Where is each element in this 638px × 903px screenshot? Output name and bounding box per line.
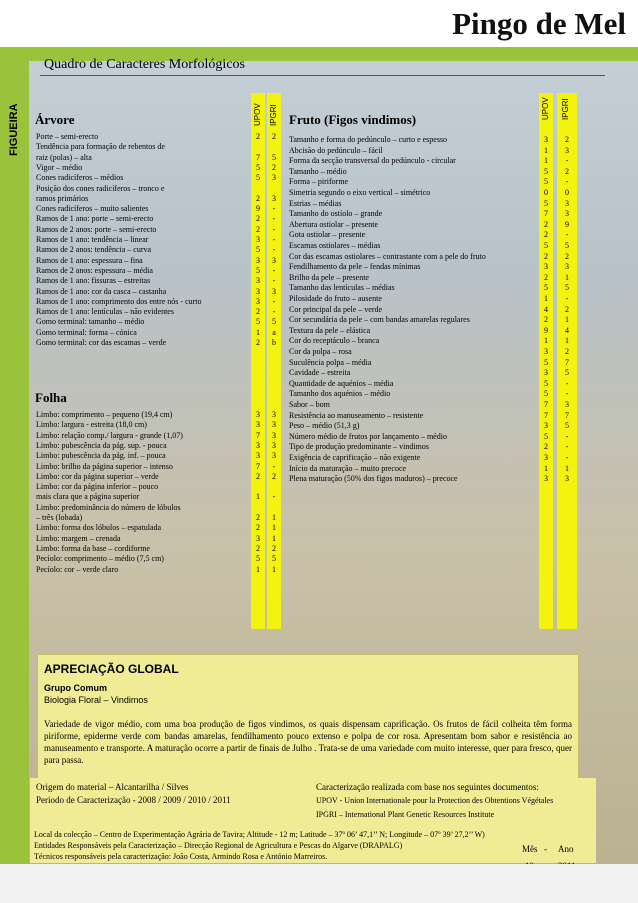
folha-row-upov: 1 (256, 492, 260, 502)
ipgri-header-left: IPGRI (269, 104, 278, 126)
fruto-row-label: Resistência ao manuseamento – resistente (289, 410, 424, 420)
fruto-row-upov: 3 (544, 262, 548, 272)
folha-row-ipgri: 1 (272, 513, 276, 522)
arvore-row-label: Ramos de 1 ano: fissuras – estreitas (36, 276, 151, 286)
arvore-row-label: Ramos de 2 anos: porte – semi-erecto (36, 224, 157, 234)
fruto-row-ipgri: 3 (565, 262, 569, 272)
arvore-row-upov: 1 (256, 327, 260, 337)
fruto-row-ipgri: 5 (565, 283, 569, 293)
fruto-row-upov: 3 (544, 135, 548, 144)
fruto-row-ipgri: 4 (565, 325, 569, 335)
arvore-row-label: Gomo terminal: forma – cónica (36, 327, 137, 337)
arvore-row-label: Gomo terminal: tamanho – médio (36, 317, 145, 327)
fruto-row-ipgri: 3 (565, 474, 569, 484)
fruto-row-label: Abertura ostiolar – presente (289, 219, 379, 229)
arvore-title: Árvore (35, 112, 75, 127)
arvore-row-upov: 5 (256, 173, 260, 183)
arvore-row-upov: 2 (256, 132, 260, 141)
arvore-row-ipgri (267, 142, 281, 152)
folha-row-upov (251, 503, 265, 513)
arvore-row-upov: 5 (256, 245, 260, 255)
folha-row-upov: 7 (256, 461, 260, 471)
fruto-row-ipgri: - (565, 378, 569, 388)
fruto-row-ipgri: - (565, 156, 569, 166)
fruto-row-label: Cavidade – estreita (289, 368, 351, 378)
folha-row-upov: 3 (256, 451, 260, 461)
fruto-row-upov: 5 (544, 389, 548, 399)
arvore-row-ipgri: - (272, 296, 276, 306)
arvore-row-ipgri: - (272, 276, 276, 286)
arvore-row-upov: 7 (256, 152, 260, 162)
folha-row-upov: 2 (256, 471, 260, 481)
arvore-row-upov (251, 184, 265, 194)
arvore-row-label: Ramos de 1 ano: comprimento dos entre nós - curto (36, 296, 202, 306)
fruto-row-label: Escamas ostiolares – médias (289, 241, 381, 250)
fruto-row-ipgri: 5 (565, 368, 569, 378)
folha-row-label: mais clara que a página superior (36, 492, 140, 502)
folha-row-label: Limbo: pubescência da pág. sup. - pouca (36, 440, 167, 450)
folha-row-upov: 2 (256, 543, 260, 553)
arvore-row-label: Posição dos cones radicíferos – tronco e (36, 183, 165, 193)
ano-label: Ano (558, 844, 574, 854)
arvore-row-upov: 3 (256, 235, 260, 244)
upov-header-left: UPOV (253, 103, 262, 126)
ipgri-doc: IPGRI – International Plant Genetic Resources Institute (316, 810, 495, 819)
fruto-row-ipgri: - (565, 230, 569, 240)
fruto-title: Fruto (Figos vindimos) (289, 112, 417, 127)
fruto-row-label: Número médio de frutos por lançamento – médio (289, 431, 447, 441)
arvore-row-upov: 5 (256, 317, 260, 327)
fruto-row-upov: 2 (544, 272, 548, 282)
origem-material: Origem do material – Alcantarilha / Silves (36, 782, 189, 792)
arvore-row-label: Ramos de 1 ano: lentículas – não evidentes (36, 307, 174, 317)
fruto-row-upov: 9 (544, 325, 548, 335)
fruto-row-label: Textura da pele – elástica (289, 325, 371, 335)
fruto-row-label: Cor da polpa – rosa (289, 347, 352, 356)
fruto-row-upov: 2 (544, 442, 548, 452)
fruto-row-upov: 3 (544, 474, 548, 484)
folha-row-upov: 2 (256, 513, 260, 522)
arvore-row-label: Ramos de 1 ano: porte – semi-erecto (36, 214, 154, 224)
fruto-row-ipgri: 5 (565, 241, 569, 250)
fruto-row-ipgri: 3 (565, 198, 569, 208)
fruto-row-upov: 1 (544, 156, 548, 166)
arvore-row-upov: 5 (256, 162, 260, 172)
fruto-row-upov: 5 (544, 357, 548, 367)
fruto-row-ipgri: 1 (565, 336, 569, 346)
arvore-row-upov: 3 (256, 286, 260, 296)
fruto-row-ipgri: 2 (565, 166, 569, 176)
fruto-row-upov: 1 (544, 145, 548, 155)
arvore-row-ipgri: 3 (272, 286, 276, 296)
fruto-row-label: Cor secundária da pele – com bandas amarelas regulares (289, 315, 470, 325)
folha-row-label: Limbo: largura - estreita (18,0 cm) (36, 420, 147, 430)
fruto-row-label: Fendilhamento da pele – fendas mínimas (289, 262, 421, 272)
arvore-row-ipgri: - (272, 265, 276, 275)
green-sidebar (0, 61, 29, 864)
arvore-row-upov: 3 (256, 255, 260, 265)
arvore-row-ipgri: - (272, 307, 276, 317)
folha-row-ipgri: 1 (272, 523, 276, 533)
fruto-row-label: Sabor – bom (289, 400, 330, 409)
fruto-row-label: Tamanho dos aquénios – médio (289, 389, 391, 399)
arvore-row-ipgri: - (272, 235, 276, 244)
arvore-row-ipgri: b (272, 338, 276, 347)
fruto-row-upov: 5 (544, 431, 548, 441)
quadro-title: Quadro de Caracteres Morfológicos (44, 57, 245, 72)
fruto-row-ipgri: 5 (565, 421, 569, 431)
arvore-row-ipgri: - (272, 204, 276, 214)
apreciacao-title: APRECIAÇÃO GLOBAL (44, 662, 179, 676)
fruto-row-upov: 5 (544, 198, 548, 208)
fruto-row-upov: 5 (544, 241, 548, 250)
fruto-row-label: Abcisão do pedúnculo – fácil (289, 145, 383, 155)
fruto-row-upov: 7 (544, 209, 548, 219)
fruto-row-upov: 5 (544, 283, 548, 293)
folha-row-ipgri: 3 (272, 440, 276, 450)
bottom-band (0, 864, 638, 903)
arvore-row-label: Ramos de 1 ano: espessura – fina (36, 255, 143, 265)
apreciacao-text: Variedade de vigor médio, com uma boa produção de figos vindimos, os quais dispensam caprificação. Os frutos de fácil colheita têm forma piriforme, epiderme verde com bandas amarelas, fendilhamento pouco extenso e polpa de cor rosa. Apresentam bom sabor e resistência ao manuseamento e transporte. A maturação ocorre a partir de finais de Julho . Trata-se de uma variedade com muito interesse, quer para fresco, quer para passa. (44, 719, 572, 765)
fruto-row-upov: 2 (544, 251, 548, 261)
fruto-row-label: Exigência de caprificação – não exigente (289, 453, 421, 462)
folha-row-upov: 3 (256, 440, 260, 450)
fruto-row-label: Cor das escamas ostiolares – contrastante com a pele do fruto (289, 251, 486, 261)
fruto-row-label: Forma da secção transversal do pedúnculo - circular (289, 156, 456, 166)
tecnicos: Técnicos responsáveis pela caracterização: João Costa, Armindo Rosa e António Marreiros. (34, 852, 328, 861)
grupo-label: Grupo Comum (44, 683, 107, 693)
fruto-row-upov: 5 (544, 378, 548, 388)
fruto-row-ipgri: 3 (565, 209, 569, 219)
folha-row-ipgri: 3 (272, 451, 276, 461)
local-coleccao: Local da colecção – Centro de Experimentação Agrária de Tavira; Altitude - 12 m; Latitude – 37º 06’ 47,1’’ N; Longitude – 07º 39’ 27,2’’ W) (34, 830, 485, 839)
arvore-row-label: Cones radicíferos – médios (36, 173, 124, 183)
folha-row-label: Limbo: pubescência da pág. inf. – pouca (36, 451, 166, 461)
folha-row-label: Limbo: brilho da página superior – intenso (36, 461, 173, 471)
arvore-row-upov (251, 142, 265, 152)
fruto-row-label: Gota ostiolar – presente (289, 230, 366, 240)
folha-row-ipgri: 3 (272, 430, 276, 440)
arvore-row-ipgri: - (272, 214, 276, 224)
arvore-row-upov: 2 (256, 338, 260, 347)
folha-row-ipgri: 2 (272, 471, 276, 481)
entidades: Entidades Responsáveis pela Caracterização – Direcção Regional de Agricultura e Pescas do Algarve (DRAPALG) (34, 841, 403, 850)
arvore-row-label: Cones radicíferos – muito salientes (36, 204, 149, 214)
fruto-row-upov: 3 (544, 347, 548, 356)
fruto-row-ipgri: 3 (565, 400, 569, 409)
arvore-row-upov: 2 (256, 307, 260, 317)
caracterizacao-docs: Caracterização realizada com base nos seguintes documentos: (316, 782, 539, 792)
fruto-row-upov: 0 (544, 188, 548, 197)
arvore-row-ipgri: - (272, 224, 276, 234)
folha-row-ipgri: 5 (272, 554, 276, 564)
arvore-row-upov: 2 (256, 214, 260, 224)
upov-doc: UPOV - Union Internationale pour la Protection des Obtentions Végétales (316, 796, 554, 805)
fruto-row-label: Forma – piriforme (289, 177, 349, 187)
fruto-row-ipgri: 1 (565, 463, 569, 473)
folha-row-label: Pecíolo: comprimento – médio (7,5 cm) (36, 554, 164, 564)
folha-row-ipgri: 1 (272, 564, 276, 574)
arvore-row-label: Ramos de 1 ano: tendência – linear (36, 235, 149, 244)
fruto-row-ipgri: - (565, 294, 569, 303)
fruto-row-label: Tamanho do ostíolo – grande (289, 209, 383, 219)
folha-row-upov: 5 (256, 554, 260, 564)
folha-row-label: Limbo: margem – crenada (36, 533, 121, 543)
fruto-row-upov: 5 (544, 177, 548, 187)
arvore-row-ipgri: 5 (272, 317, 276, 327)
arvore-row-ipgri: 3 (272, 193, 276, 203)
fruto-row-upov: 3 (544, 368, 548, 378)
fruto-row-upov: 4 (544, 304, 548, 314)
fruto-row-ipgri: 2 (565, 347, 569, 356)
fruto-row-upov: 7 (544, 410, 548, 420)
folha-row-upov: 3 (256, 410, 260, 419)
fruto-row-ipgri: 2 (565, 304, 569, 314)
folha-row-upov: 3 (256, 420, 260, 430)
arvore-row-label: raiz (polas) – alta (36, 152, 92, 162)
arvore-row-label: Ramos de 2 anos: espessura – média (36, 265, 153, 275)
arvore-row-ipgri: 2 (272, 132, 276, 141)
fruto-row-upov: 3 (544, 453, 548, 462)
upov-header-right: UPOV (541, 97, 550, 120)
fruto-row-label: Simetria segundo o eixo vertical – simétrico (289, 188, 431, 197)
arvore-row-upov: 3 (256, 296, 260, 306)
fruto-row-ipgri: 3 (565, 145, 569, 155)
arvore-row-label: Vigor – médio (36, 162, 83, 172)
fruto-row-label: Cor principal da pele – verde (289, 304, 383, 314)
fruto-row-ipgri: - (565, 431, 569, 441)
fruto-row-ipgri: 2 (565, 251, 569, 261)
fruto-row-label: Peso – médio (51,3 g) (289, 421, 360, 431)
fruto-row-ipgri: - (565, 389, 569, 399)
fruto-row-label: Início da maturação – muito precoce (289, 463, 407, 473)
arvore-row-ipgri (267, 184, 281, 194)
arvore-row-ipgri: 3 (272, 173, 276, 183)
fruto-row-label: Cor do receptáculo – branca (289, 336, 380, 346)
folha-row-label: Limbo: forma da base – cordiforme (36, 543, 150, 553)
ipgri-header-right: IPGRI (561, 98, 570, 120)
arvore-row-ipgri: 5 (272, 152, 276, 162)
folha-row-ipgri: 3 (272, 410, 276, 419)
folha-row-label: Limbo: cor da página inferior – pouco (36, 482, 159, 492)
folha-row-label: Limbo: predominância do número de lóbulos (36, 502, 181, 512)
arvore-row-label: ramos primários (36, 193, 89, 203)
divider (40, 75, 605, 76)
fruto-row-ipgri: 0 (565, 188, 569, 197)
folha-row-upov: 7 (256, 430, 260, 440)
folha-row-ipgri: 2 (272, 543, 276, 553)
folha-title: Folha (35, 390, 67, 405)
fruto-row-ipgri: 1 (565, 272, 569, 282)
mes-label: Mês (522, 844, 538, 854)
fruto-row-ipgri: 7 (565, 410, 569, 420)
arvore-row-label: Ramos de 2 anos: tendência – curva (36, 245, 152, 255)
fruto-row-upov: 1 (544, 463, 548, 473)
folha-row-label: Limbo: forma dos lóbulos – espatulada (36, 523, 162, 533)
folha-row-label: Limbo: relação comp./ largura - grande (1,07) (36, 430, 183, 440)
fruto-row-upov: 2 (544, 315, 548, 325)
fruto-row-label: Tamanho – médio (289, 166, 347, 176)
fruto-row-label: Brilho da pele – presente (289, 272, 369, 282)
fruto-row-ipgri: - (565, 442, 569, 452)
fruto-row-ipgri: - (565, 453, 569, 462)
arvore-row-upov: 2 (256, 193, 260, 203)
side-label: FIGUEIRA (8, 103, 20, 157)
grupo-value: Biologia Floral – Vindimos (44, 695, 148, 705)
folha-row-label: Pecíolo: cor – verde claro (36, 564, 119, 574)
folha-row-upov: 1 (256, 564, 260, 574)
fruto-row-upov: 2 (544, 219, 548, 229)
arvore-row-ipgri: - (272, 245, 276, 255)
folha-row-upov (251, 482, 265, 492)
folha-row-upov: 2 (256, 523, 260, 533)
arvore-row-label: Gomo terminal: cor das escamas – verde (36, 338, 167, 347)
folha-row-ipgri: 3 (272, 420, 276, 430)
fruto-row-upov: 2 (544, 230, 548, 240)
arvore-row-ipgri: a (272, 327, 276, 337)
fruto-row-ipgri: - (565, 177, 569, 187)
arvore-row-upov: 9 (256, 204, 260, 214)
arvore-row-ipgri: 3 (272, 255, 276, 265)
fruto-row-upov: 5 (544, 166, 548, 176)
fruto-row-upov: 1 (544, 294, 548, 303)
page-title: Pingo de Mel (452, 6, 626, 41)
fruto-row-ipgri: 1 (565, 315, 569, 325)
fruto-row-label: Tamanho e forma do pedúnculo – curto e espesso (289, 135, 448, 144)
folha-row-label: Limbo: cor da página superior – verde (36, 471, 159, 481)
folha-row-label: Limbo: comprimento – pequeno (19,4 cm) (36, 410, 173, 419)
fruto-row-label: Plena maturação (50% dos figos maduros) – precoce (289, 474, 458, 484)
fruto-row-upov: 3 (544, 421, 548, 431)
folha-row-ipgri: - (272, 492, 276, 502)
fruto-row-label: Tamanho das lentículas – médias (289, 283, 395, 293)
arvore-row-upov: 3 (256, 276, 260, 286)
fruto-row-label: Pilosidade do fruto – ausente (289, 294, 382, 303)
fruto-row-label: Suculência polpa – média (289, 357, 372, 367)
arvore-row-upov: 5 (256, 265, 260, 275)
fruto-row-label: Estrias – médias (289, 198, 342, 208)
fruto-row-label: Quantidade de aquénios – média (289, 378, 394, 388)
mes-ano-separator: - (544, 844, 547, 854)
folha-row-ipgri (267, 503, 281, 513)
folha-row-upov: 3 (256, 533, 260, 543)
arvore-row-label: Tendência para formação de rebentos de (36, 142, 165, 152)
fruto-row-upov: 1 (544, 336, 548, 346)
arvore-row-label: Porte – semi-erecto (36, 132, 99, 141)
fruto-row-upov: 7 (544, 400, 548, 409)
fruto-row-label: Tipo de produção predominante – vindimos (289, 442, 429, 452)
fruto-row-ipgri: 2 (565, 135, 569, 144)
folha-row-label: – três (lobada) (36, 513, 83, 522)
folha-row-ipgri: 1 (272, 533, 276, 543)
fruto-row-ipgri: 9 (565, 219, 569, 229)
periodo-caracterizacao: Período de Caracterização - 2008 / 2009 / 2010 / 2011 (36, 795, 231, 805)
folha-row-ipgri: - (272, 461, 276, 471)
arvore-row-ipgri: 2 (272, 162, 276, 172)
fruto-row-ipgri: 7 (565, 357, 569, 367)
folha-row-ipgri (267, 482, 281, 492)
arvore-row-upov: 2 (256, 224, 260, 234)
arvore-row-label: Ramos de 1 ano: cor da casca – castanha (36, 286, 167, 296)
